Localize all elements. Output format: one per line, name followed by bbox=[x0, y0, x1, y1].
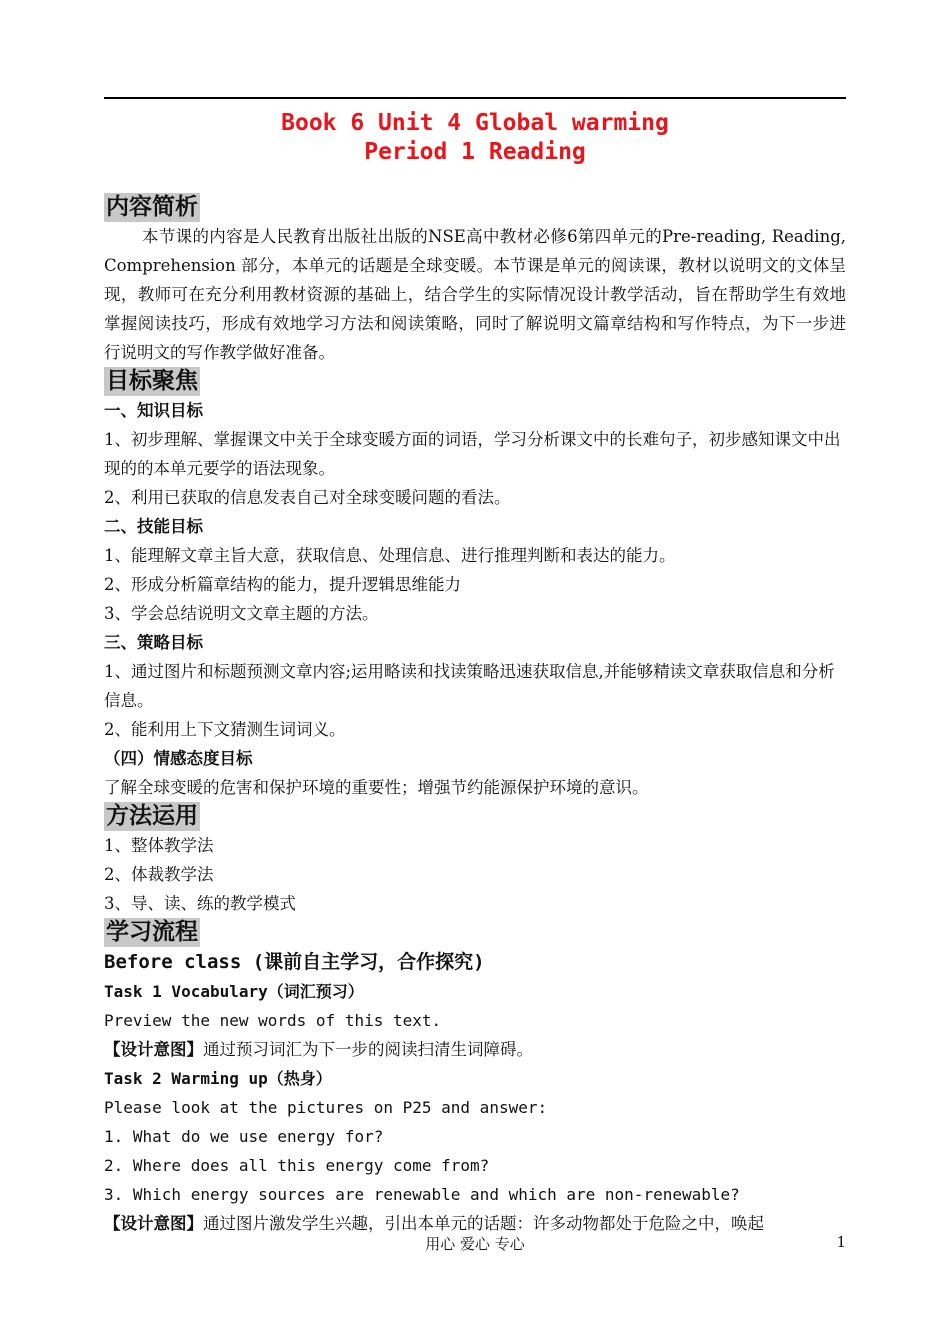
strategy-goal-item: 1、通过图片和标题预测文章内容;运用略读和找读策略迅速获取信息,并能够精读文章获取信息和分析信息。 bbox=[104, 662, 835, 710]
task2-title: Task 2 Warming up（热身） bbox=[104, 1069, 332, 1088]
content-paragraph: 本节课的内容是人民教育出版社出版的NSE高中教材必修6第四单元的Pre-reading, Reading, Comprehension 部分，本单元的话题是全球变暖。本节课是单元的阅读课，教材以说明文的文体呈现，教师可在充分利用教材资源的基础上，结合学生的实际情况设计教学活动，旨在帮助学生有效地掌握阅读技巧，形成有效地学习方法和阅读策略，同时了解说明文篇章结构和写作特点，为下一步进行说明文的写作教学做好准备。 bbox=[104, 227, 846, 362]
page-number: 1 bbox=[836, 1233, 846, 1251]
design-intent-text: 通过图片激发学生兴趣，引出本单元的话题：许多动物都处于危险之中，唤起 bbox=[203, 1214, 764, 1233]
task2-question: 3. Which energy sources are renewable and which are non-renewable? bbox=[104, 1185, 740, 1204]
section-heading-content: 内容简析 bbox=[106, 194, 198, 220]
strategy-goal-item: 2、能利用上下文猜测生词词义。 bbox=[104, 720, 346, 739]
task2-question: 1. What do we use energy for? bbox=[104, 1127, 384, 1146]
design-intent-label: 【设计意图】 bbox=[104, 1214, 203, 1233]
emotion-goal-text: 了解全球变暖的危害和保护环境的重要性；增强节约能源保护环境的意识。 bbox=[104, 778, 649, 797]
emotion-goals-title: （四）情感态度目标 bbox=[104, 749, 253, 768]
method-item: 2、体裁教学法 bbox=[104, 865, 214, 884]
section-heading-process: 学习流程 bbox=[106, 919, 198, 945]
document-title: Book 6 Unit 4 Global warming bbox=[281, 110, 669, 136]
footer-motto: 用心 爱心 专心 bbox=[425, 1235, 525, 1253]
skill-goal-item: 1、能理解文章主旨大意，获取信息、处理信息、进行推理判断和表达的能力。 bbox=[104, 546, 676, 565]
knowledge-goal-item: 1、初步理解、掌握课文中关于全球变暖方面的词语，学习分析课文中的长难句子，初步感知课文中出现的的本单元要学的语法现象。 bbox=[104, 430, 841, 478]
skill-goals-title: 二、技能目标 bbox=[104, 517, 203, 536]
document-subtitle: Period 1 Reading bbox=[364, 139, 586, 165]
task1-intent bbox=[104, 1035, 846, 1064]
design-intent-text: 通过预习词汇为下一步的阅读扫清生词障碍。 bbox=[203, 1040, 533, 1059]
document-body bbox=[104, 193, 846, 1238]
knowledge-goal-item: 2、利用已获取的信息发表自己对全球变暖问题的看法。 bbox=[104, 488, 511, 507]
design-intent-label: 【设计意图】 bbox=[104, 1040, 203, 1059]
task1-title: Task 1 Vocabulary（词汇预习） bbox=[104, 982, 364, 1001]
before-class-heading: Before class (课前自主学习，合作探究) bbox=[104, 951, 485, 973]
method-item: 1、整体教学法 bbox=[104, 836, 214, 855]
page-footer bbox=[0, 1233, 950, 1255]
section-heading-goals: 目标聚焦 bbox=[106, 368, 198, 394]
skill-goal-item: 2、形成分析篇章结构的能力，提升逻辑思维能力 bbox=[104, 575, 461, 594]
task1-text: Preview the new words of this text. bbox=[104, 1011, 442, 1030]
skill-goal-item: 3、学会总结说明文文章主题的方法。 bbox=[104, 604, 379, 623]
task2-question: 2. Where does all this energy come from? bbox=[104, 1156, 490, 1175]
method-item: 3、导、读、练的教学模式 bbox=[104, 894, 296, 913]
knowledge-goals-title: 一、知识目标 bbox=[104, 401, 203, 420]
strategy-goals-title: 三、策略目标 bbox=[104, 633, 203, 652]
header-rule bbox=[104, 97, 846, 99]
section-heading-methods: 方法运用 bbox=[106, 803, 198, 829]
task2-text: Please look at the pictures on P25 and answer: bbox=[104, 1098, 548, 1117]
